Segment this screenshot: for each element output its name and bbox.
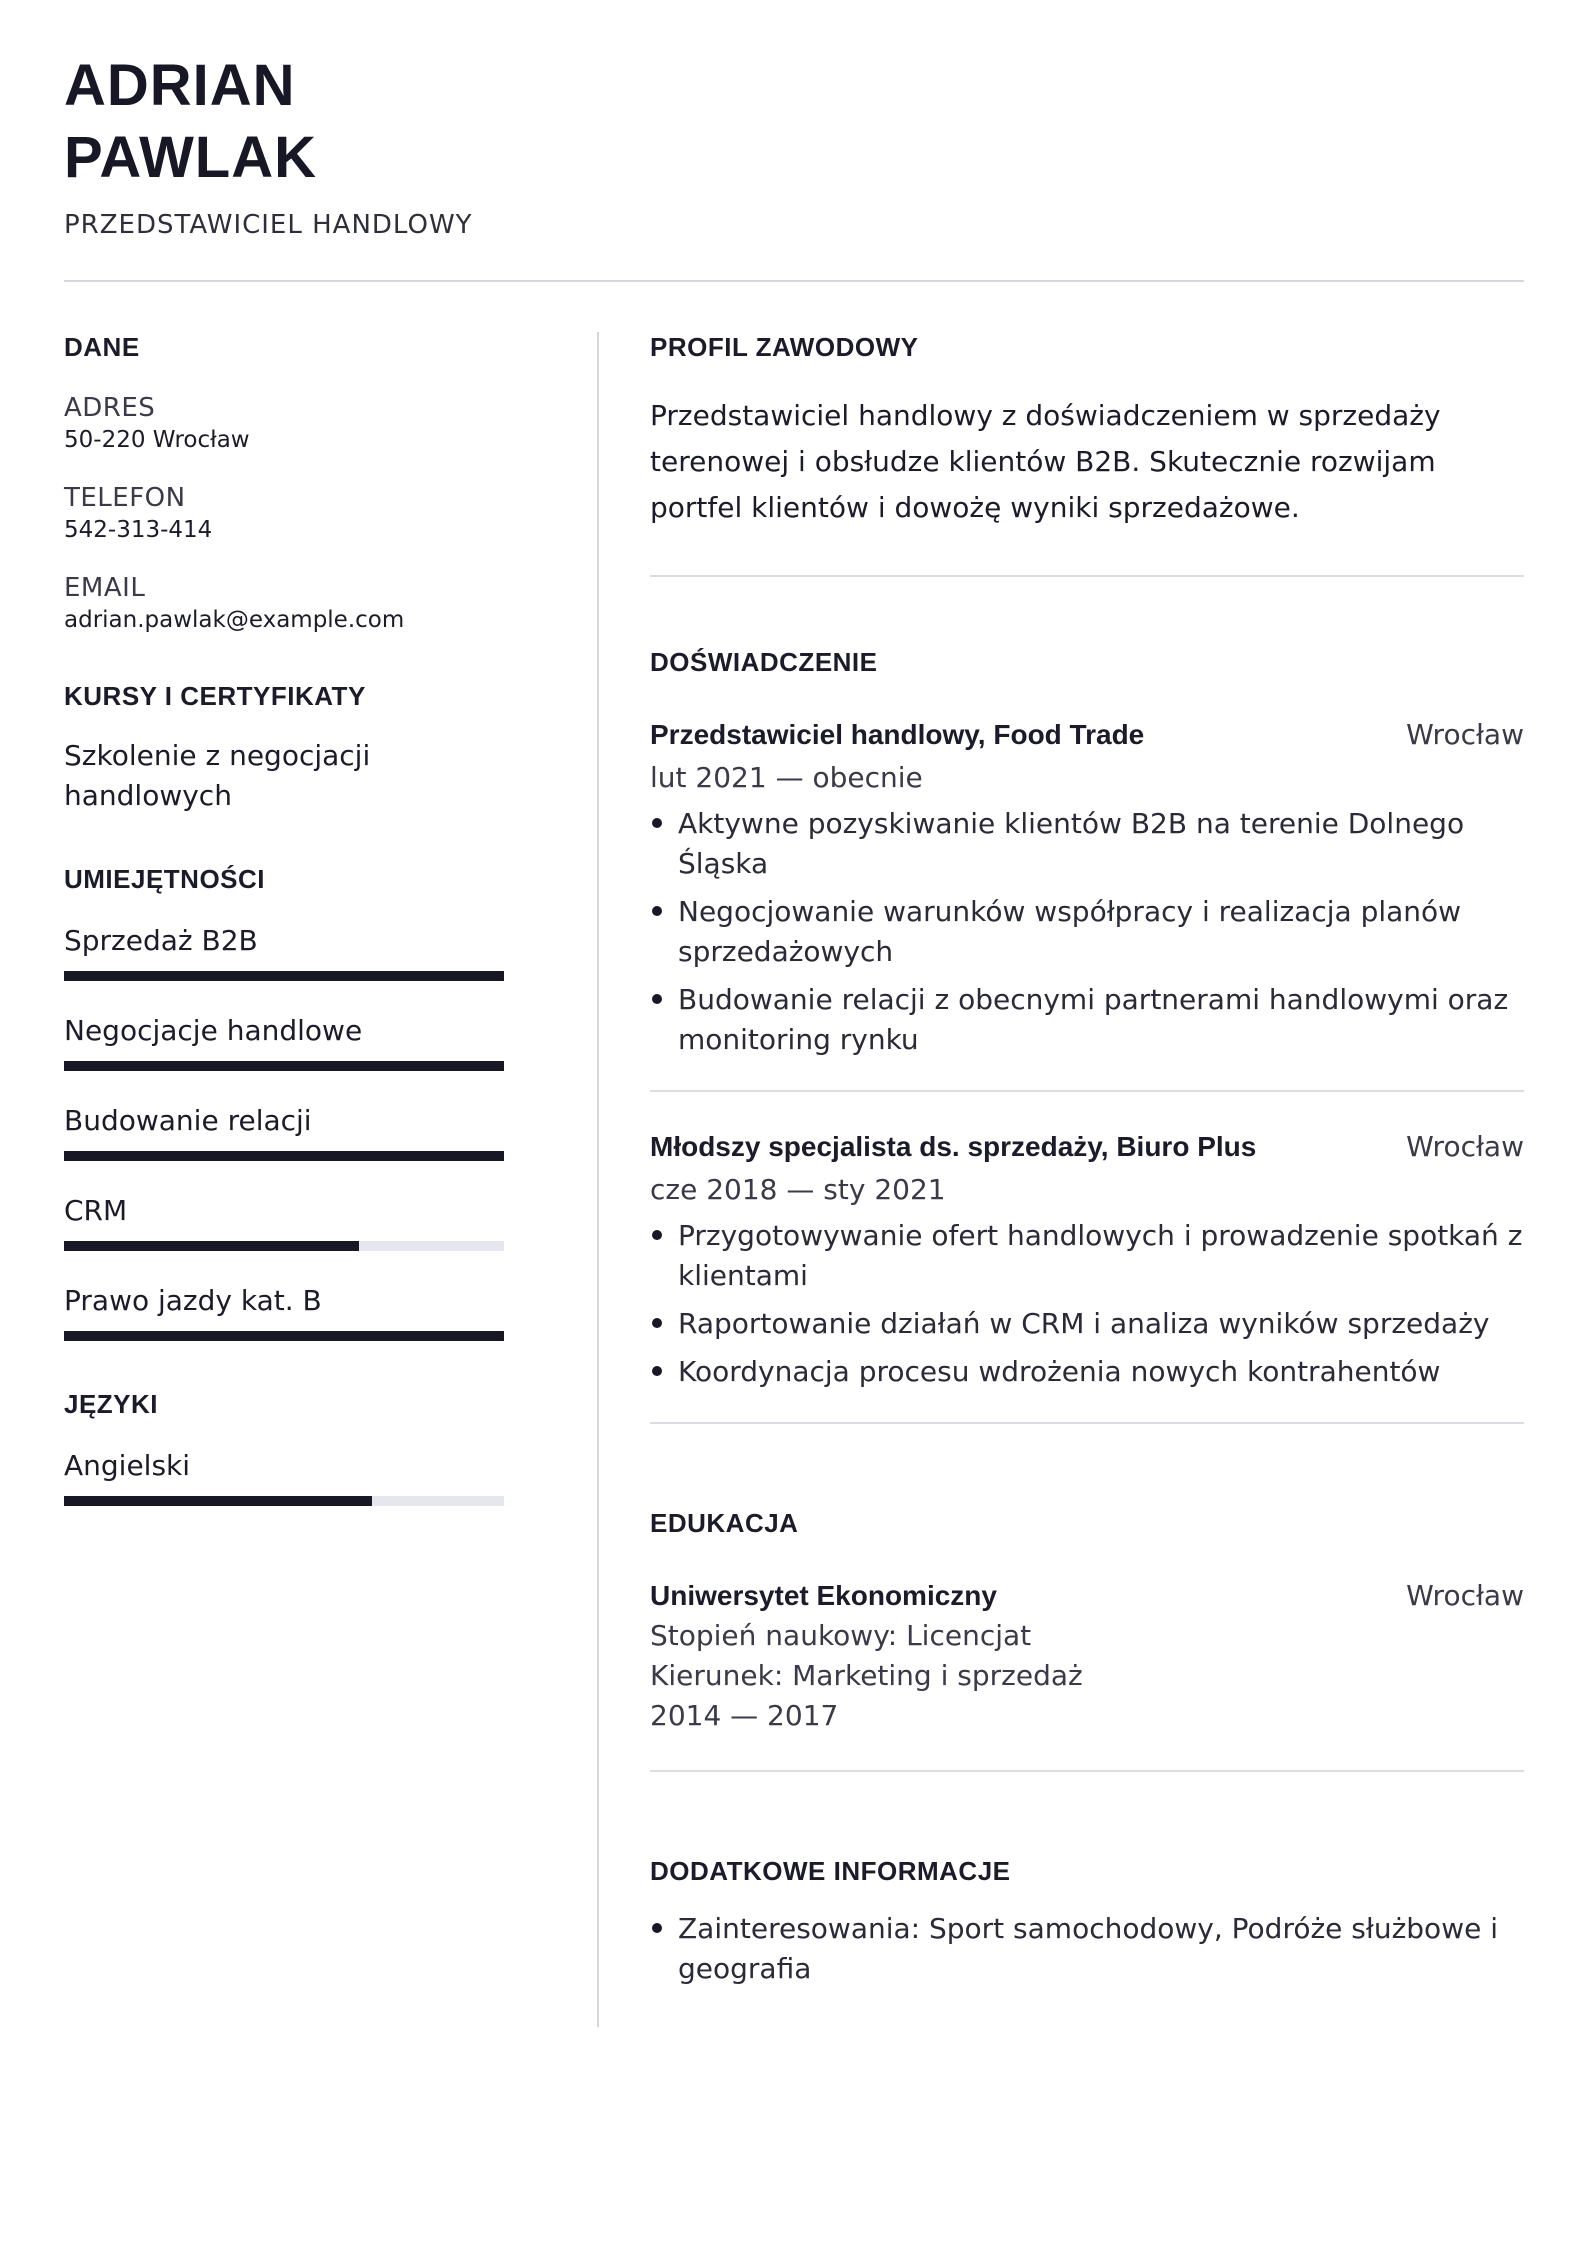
course-item: Szkolenie z negocjacji handlowych [64,739,371,812]
skill-name: CRM [64,1194,128,1227]
profile-text: Przedstawiciel handlowy z doświadczeniem w sprzedaży terenowej i obsłudze klientów B2B. Skutecznie rozwijam portfel klientów i dowożę wyniki sprzedażowe. [650,399,1441,524]
skill-level-bar [64,1241,504,1251]
sidebar [64,332,504,1506]
job-bullets [650,1216,1524,1392]
section-divider [650,575,1524,577]
education-field: Kierunek: Marketing i sprzedaż [650,1659,1083,1692]
job-title: Przedstawiciel handlowy, Food Trade [650,719,1145,750]
column-divider [597,332,599,2027]
job-bullets [650,804,1524,1060]
education-dates: 2014 — 2017 [650,1699,839,1732]
skill-level-bar [64,971,504,981]
language-level-fill [64,1496,372,1506]
job-entry [650,718,1524,1060]
first-name: ADRIAN [64,53,296,118]
languages-heading: JĘZYKI [64,1389,159,1419]
job-header [650,1130,1524,1163]
job-city: Wrocław [1406,1130,1524,1163]
candidate-name [64,50,317,194]
section-divider [650,1422,1524,1424]
bullet-item: Raportowanie działań w CRM i analiza wyników sprzedaży [650,1304,1524,1344]
job-dates: lut 2021 — obecnie [650,761,923,794]
job-city: Wrocław [1406,718,1524,751]
candidate-title: PRZEDSTAWICIEL HANDLOWY [64,210,473,240]
skill-level-fill [64,1151,504,1161]
skill-name: Prawo jazdy kat. B [64,1284,322,1317]
skill-name: Sprzedaż B2B [64,924,258,957]
school-name: Uniwersytet Ekonomiczny [650,1580,997,1611]
bullet-item: Zainteresowania: Sport samochodowy, Podróże służbowe i geografia [650,1909,1524,1989]
contact-value: 542-313-414 [64,517,213,543]
contact-address [64,393,504,453]
bullet-item: Koordynacja procesu wdrożenia nowych kontrahentów [650,1352,1524,1392]
education-heading: EDUKACJA [650,1508,799,1538]
skill-level-fill [64,1061,504,1071]
section-divider [650,1770,1524,1772]
skill-name: Budowanie relacji [64,1104,312,1137]
contact-label: EMAIL [64,573,146,603]
language-item [64,1450,504,1506]
school-city: Wrocław [1406,1579,1524,1612]
dane-heading: DANE [64,332,140,362]
job-dates: cze 2018 — sty 2021 [650,1173,946,1206]
skill-item [64,1195,504,1251]
job-title: Młodszy specjalista ds. sprzedaży, Biuro Plus [650,1131,1257,1162]
education-header [650,1579,1524,1612]
skills-list [64,925,504,1341]
skills-heading: UMIEJĘTNOŚCI [64,864,266,894]
contact-label: TELEFON [64,483,186,513]
skill-level-fill [64,971,504,981]
contact-label: ADRES [64,393,156,423]
skill-item [64,925,504,981]
contact-value: adrian.pawlak@example.com [64,607,405,633]
experience-heading: DOŚWIADCZENIE [650,647,878,677]
bullet-item: Negocjowanie warunków współpracy i realizacja planów sprzedażowych [650,892,1524,972]
contact-phone [64,483,504,543]
language-level-bar [64,1496,504,1506]
language-name: Angielski [64,1449,191,1482]
contact-value: 50-220 Wrocław [64,427,250,453]
additional-bullets [650,1909,1524,1989]
bullet-item: Aktywne pozyskiwanie klientów B2B na terenie Dolnego Śląska [650,804,1524,884]
skill-name: Negocjacje handlowe [64,1014,363,1047]
education-degree: Stopień naukowy: Licencjat [650,1619,1032,1652]
bullet-item: Budowanie relacji z obecnymi partnerami handlowymi oraz monitoring rynku [650,980,1524,1060]
skill-level-bar [64,1151,504,1161]
skill-level-bar [64,1331,504,1341]
contact-email [64,573,504,633]
skill-level-fill [64,1241,359,1251]
profile-heading: PROFIL ZAWODOWY [650,332,919,362]
skill-item [64,1105,504,1161]
courses-heading: KURSY I CERTYFIKATY [64,681,366,711]
bullet-item: Przygotowywanie ofert handlowych i prowadzenie spotkań z klientami [650,1216,1524,1296]
languages-list [64,1450,504,1506]
skill-level-fill [64,1331,504,1341]
job-header [650,718,1524,751]
main-column [650,332,1524,1989]
job-divider [650,1090,1524,1092]
education-entry [650,1579,1524,1736]
header-divider [64,280,1524,282]
job-entry [650,1130,1524,1392]
last-name: PAWLAK [64,125,318,190]
additional-heading: DODATKOWE INFORMACJE [650,1856,1011,1886]
skill-item [64,1015,504,1071]
skill-item [64,1285,504,1341]
skill-level-bar [64,1061,504,1071]
